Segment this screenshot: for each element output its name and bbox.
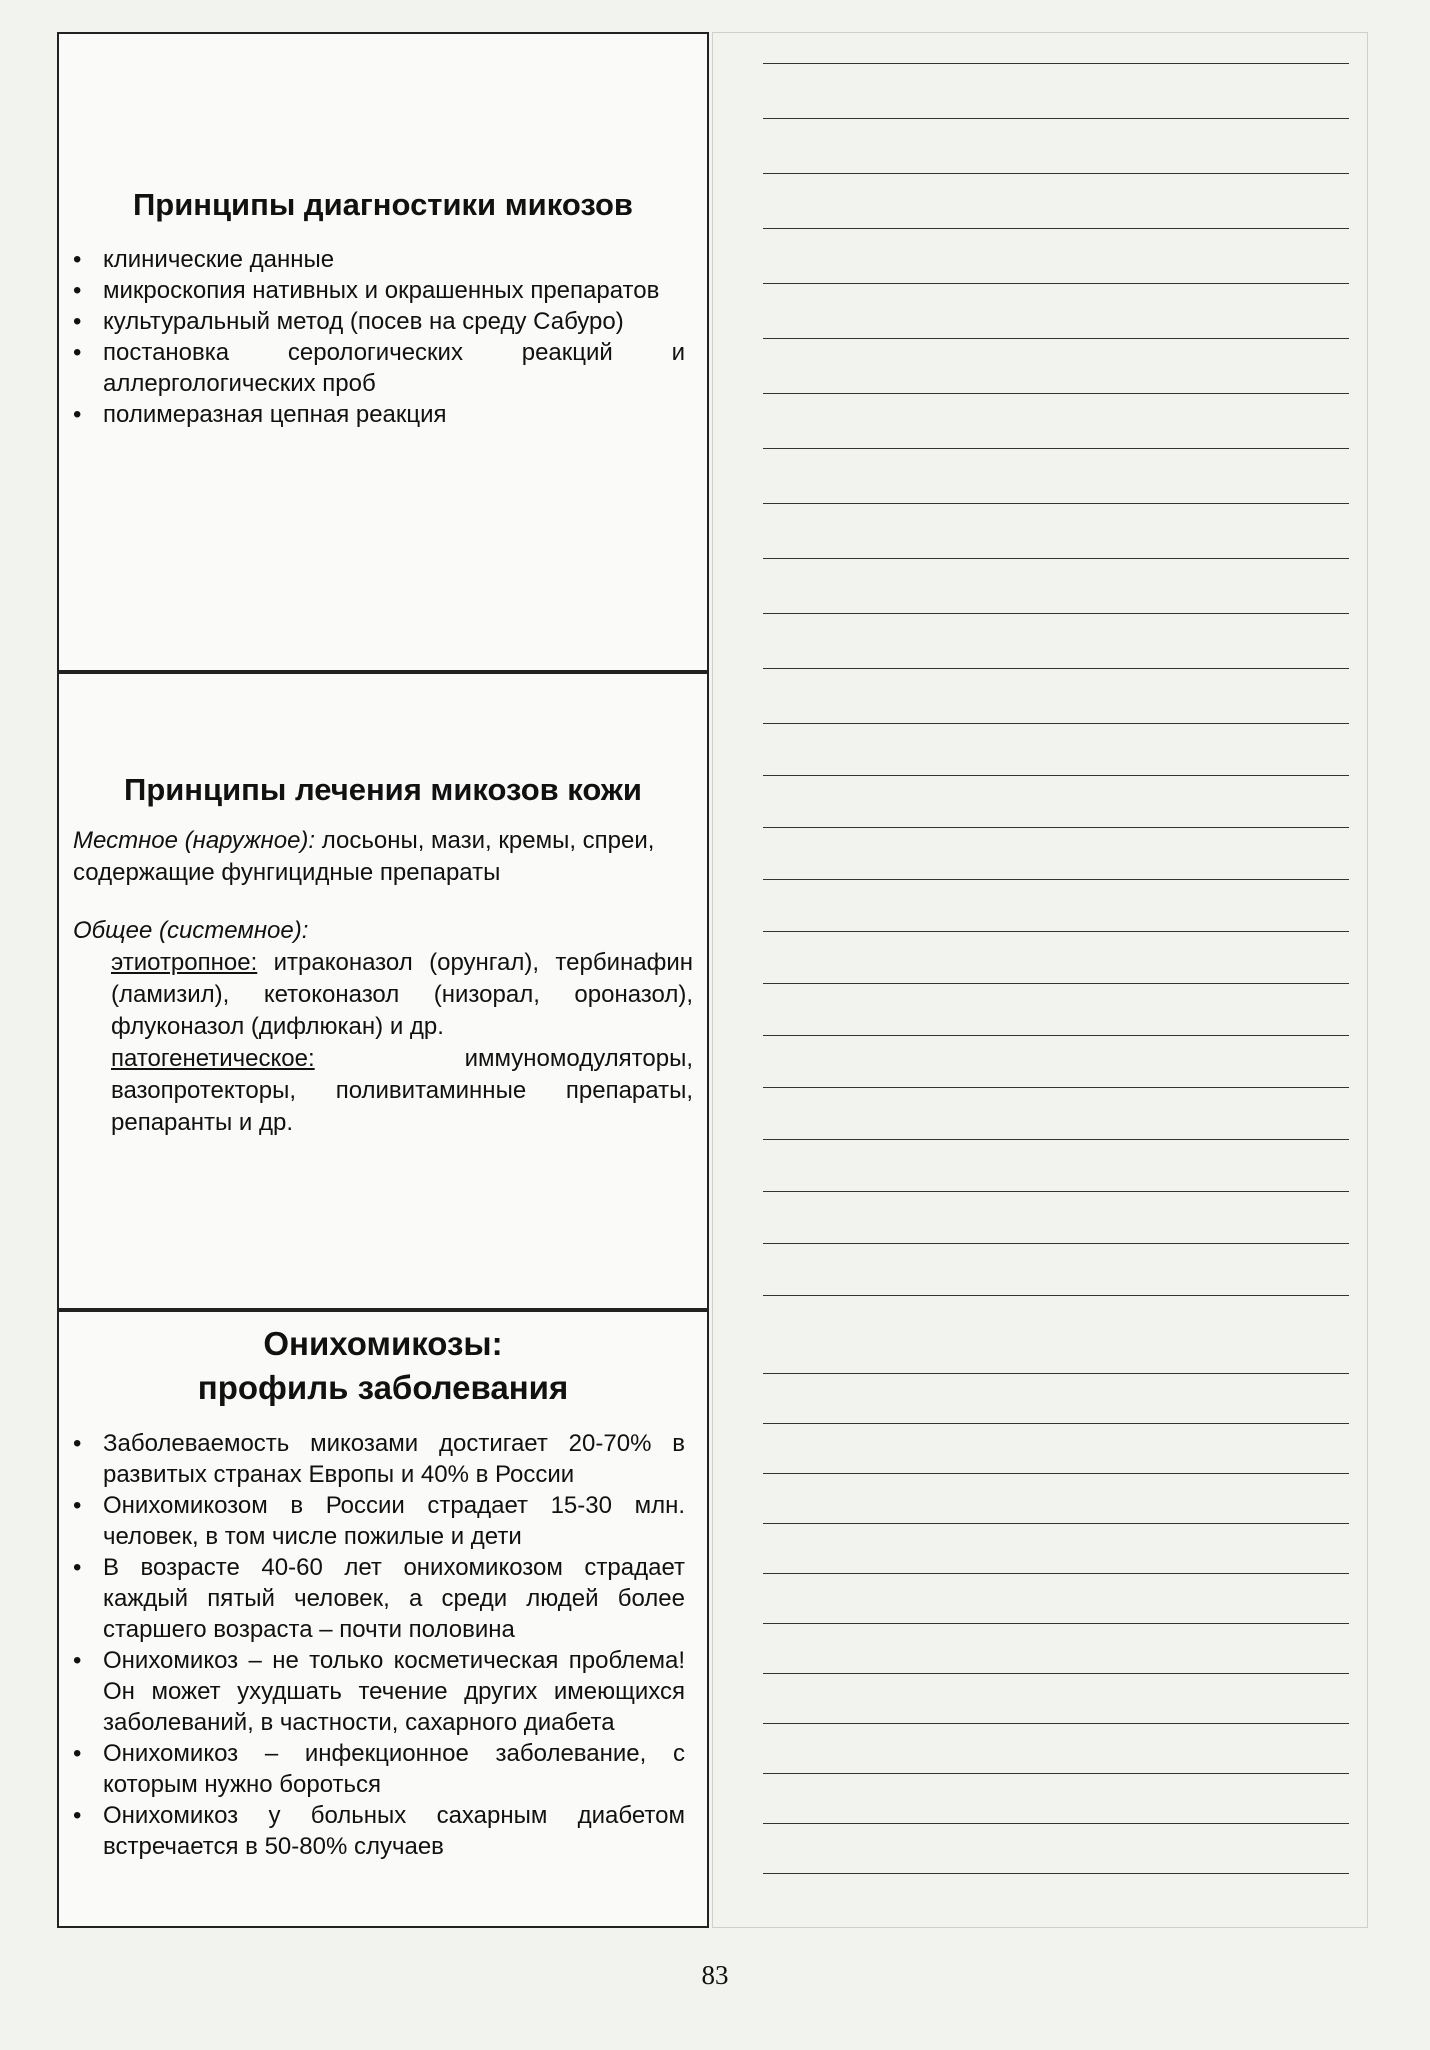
list-item: • клинические данные: [103, 244, 685, 275]
local-text: лосьоны, мази, кремы, спреи, содержащие фунгицидные препараты: [73, 827, 655, 886]
note-line: [763, 503, 1349, 504]
note-line: [763, 983, 1349, 984]
onychomycosis-list: [59, 1428, 707, 1862]
onychomycosis-title-line1: Онихомикозы:: [263, 1325, 503, 1362]
note-line: [763, 1373, 1349, 1374]
note-line: [763, 558, 1349, 559]
list-item: • полимеразная цепная реакция: [103, 399, 685, 430]
notes-column: [712, 32, 1368, 1928]
note-line: [763, 283, 1349, 284]
etiotropic-text: итраконазол (орунгал), тербинафин (ламизил), кетоконазол (низорал, ороназол), флуконазол (дифлюкан) и др.: [111, 949, 693, 1040]
note-line: [763, 775, 1349, 776]
treatment-title: Принципы лечения микозов кожи: [124, 772, 642, 807]
diagnostics-title: Принципы диагностики микозов: [133, 187, 633, 222]
note-line: [763, 1523, 1349, 1524]
note-line: [763, 393, 1349, 394]
list-item: • постановка серологических реакций и аллергологических проб: [103, 337, 685, 399]
note-line: [763, 668, 1349, 669]
note-line: [763, 613, 1349, 614]
pathogenetic-treatment: [59, 1043, 707, 1139]
etiotropic-label: этиотропное:: [111, 949, 258, 976]
note-line: [763, 448, 1349, 449]
note-line: [763, 723, 1349, 724]
note-line: [763, 118, 1349, 119]
page-number: 83: [701, 1960, 729, 1990]
pathogenetic-text: иммуномодуляторы, вазопротекторы, поливитаминные препараты, репаранты и др.: [111, 1045, 693, 1136]
note-line: [763, 1473, 1349, 1474]
note-line: [763, 1823, 1349, 1824]
list-item: • Онихомикоз – не только косметическая проблема! Он может ухудшать течение других имеющихся заболеваний, в частности, сахарного диабета: [103, 1645, 685, 1738]
note-line: [763, 1773, 1349, 1774]
note-line: [763, 1673, 1349, 1674]
note-line: [763, 1087, 1349, 1088]
list-item: • Онихомикозом в России страдает 15-30 млн. человек, в том числе пожилые и дети: [103, 1490, 685, 1552]
note-line: [763, 1139, 1349, 1140]
list-item: • культуральный метод (посев на среду Сабуро): [103, 306, 685, 337]
note-line: [763, 931, 1349, 932]
note-line: [763, 173, 1349, 174]
note-line: [763, 1191, 1349, 1192]
note-line: [763, 1035, 1349, 1036]
note-line: [763, 63, 1349, 64]
list-item: • Заболеваемость микозами достигает 20-70% в развитых странах Европы и 40% в России: [103, 1428, 685, 1490]
local-label: Местное (наружное):: [73, 827, 316, 854]
diagnostics-list: [59, 244, 707, 430]
onychomycosis-title-line2: профиль заболевания: [197, 1369, 569, 1406]
general-label: Общее (системное):: [73, 917, 309, 944]
note-line: [763, 228, 1349, 229]
note-line: [763, 1423, 1349, 1424]
list-item: • В возрасте 40-60 лет онихомикозом страдает каждый пятый человек, а среди людей более старшего возраста – почти половина: [103, 1552, 685, 1645]
note-line: [763, 827, 1349, 828]
list-item: • Онихомикоз у больных сахарным диабетом встречается в 50-80% случаев: [103, 1800, 685, 1862]
list-item: • микроскопия нативных и окрашенных препаратов: [103, 275, 685, 306]
list-item: • Онихомикоз – инфекционное заболевание, с которым нужно бороться: [103, 1738, 685, 1800]
general-treatment-label: [59, 915, 707, 947]
onychomycosis-slide: [57, 1310, 709, 1928]
etiotropic-treatment: [59, 947, 707, 1043]
note-line: [763, 1623, 1349, 1624]
note-line: [763, 1243, 1349, 1244]
local-treatment: [59, 825, 707, 889]
onychomycosis-title: [75, 1322, 691, 1410]
treatment-slide: [57, 672, 709, 1310]
note-line: [763, 338, 1349, 339]
diagnostics-slide: [57, 32, 709, 672]
note-line: [763, 1295, 1349, 1296]
note-line: [763, 1573, 1349, 1574]
note-line: [763, 1873, 1349, 1874]
note-line: [763, 1723, 1349, 1724]
note-line: [763, 879, 1349, 880]
pathogenetic-label: патогенетическое:: [111, 1045, 315, 1072]
